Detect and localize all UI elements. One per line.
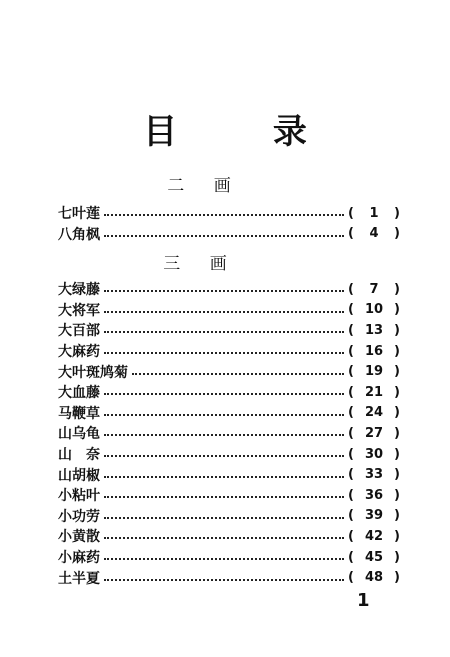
paren-close: ) — [394, 570, 400, 586]
toc-entry — [58, 423, 400, 444]
toc-entry — [58, 464, 400, 485]
toc-entry-page — [348, 282, 400, 297]
page-number-value: 19 — [364, 364, 384, 380]
paren-close: ) — [394, 322, 400, 338]
dot-leader — [104, 558, 344, 560]
toc-entry-name: 小麻药 — [58, 550, 100, 567]
page-number-value: 45 — [364, 549, 384, 565]
paren-close: ) — [394, 467, 400, 483]
toc-entry-page — [348, 302, 400, 317]
toc-entry-page — [348, 385, 400, 400]
toc-entry-name: 山胡椒 — [58, 467, 100, 484]
dot-leader — [104, 235, 344, 237]
toc-entry-name: 大绿藤 — [58, 282, 100, 299]
paren-close: ) — [394, 384, 400, 400]
paren-open: ( — [348, 364, 354, 380]
dot-leader — [104, 455, 344, 457]
paren-close: ) — [394, 405, 400, 421]
toc-entry-name: 大血藤 — [58, 385, 100, 402]
toc-entry-name: 大叶斑鸠菊 — [58, 364, 128, 381]
toc-entry — [58, 444, 400, 465]
dot-leader — [104, 434, 344, 436]
page-number-value: 4 — [369, 226, 379, 242]
toc-entry-page — [348, 550, 400, 565]
paren-open: ( — [348, 322, 354, 338]
toc-entry-name: 七叶莲 — [58, 206, 100, 223]
dot-leader — [104, 331, 344, 333]
toc-entry — [58, 300, 400, 321]
paren-open: ( — [348, 446, 354, 462]
paren-close: ) — [394, 425, 400, 441]
page-number-value: 36 — [364, 487, 384, 503]
toc-entry-page — [348, 226, 400, 241]
toc-entry — [58, 361, 400, 382]
toc-entry-name: 小粘叶 — [58, 488, 100, 505]
paren-close: ) — [394, 446, 400, 462]
toc-entry — [58, 341, 400, 362]
paren-open: ( — [348, 302, 354, 318]
toc-entry-page — [348, 529, 400, 544]
page-number-value: 27 — [364, 425, 384, 441]
dot-leader — [104, 311, 344, 313]
toc-entry-page — [348, 426, 400, 441]
toc-entry-page — [348, 364, 400, 379]
page-number-value: 30 — [364, 446, 384, 462]
paren-open: ( — [348, 384, 354, 400]
page-number-value: 1 — [369, 205, 379, 221]
paren-close: ) — [394, 343, 400, 359]
toc-entry-page — [348, 206, 400, 221]
paren-open: ( — [348, 405, 354, 421]
toc-entry-page — [348, 405, 400, 420]
page-title: 目 录 — [143, 112, 349, 152]
dot-leader — [104, 517, 344, 519]
toc-entry — [58, 567, 400, 588]
page-number-value: 21 — [364, 384, 384, 400]
page-number-value: 39 — [364, 508, 384, 524]
paren-close: ) — [394, 549, 400, 565]
paren-close: ) — [394, 487, 400, 503]
paren-open: ( — [348, 570, 354, 586]
toc-entry — [58, 526, 400, 547]
dot-leader — [132, 373, 344, 375]
paren-open: ( — [348, 281, 354, 297]
toc-entry-page — [348, 488, 400, 503]
dot-leader — [104, 214, 344, 216]
toc-entry-name: 小功劳 — [58, 508, 100, 525]
page-number-value: 7 — [369, 281, 379, 297]
section-heading-3-strokes: 三 画 — [163, 254, 239, 274]
paren-close: ) — [394, 364, 400, 380]
dot-leader — [104, 579, 344, 581]
toc-entry-name: 小黄散 — [58, 529, 100, 546]
toc-entry — [58, 320, 400, 341]
toc-entry — [58, 403, 400, 424]
page-number-value: 13 — [364, 322, 384, 338]
paren-open: ( — [348, 487, 354, 503]
toc-entry-name: 八角枫 — [58, 226, 100, 243]
toc-entry-page — [348, 570, 400, 585]
toc-entry-name: 大百部 — [58, 323, 100, 340]
paren-close: ) — [394, 205, 400, 221]
toc-entry — [58, 485, 400, 506]
paren-close: ) — [394, 508, 400, 524]
toc-entry-page — [348, 508, 400, 523]
toc-entry — [58, 203, 400, 224]
page-number-value: 10 — [364, 302, 384, 318]
page-number-value: 16 — [364, 343, 384, 359]
page-number: 1 — [357, 590, 370, 611]
paren-open: ( — [348, 205, 354, 221]
page-number-value: 24 — [364, 405, 384, 421]
paren-close: ) — [394, 302, 400, 318]
dot-leader — [104, 352, 344, 354]
toc-entry-name: 山乌龟 — [58, 426, 100, 443]
toc-entry-page — [348, 467, 400, 482]
paren-open: ( — [348, 343, 354, 359]
paren-open: ( — [348, 508, 354, 524]
toc-list-2-strokes — [58, 203, 400, 244]
dot-leader — [104, 393, 344, 395]
dot-leader — [104, 414, 344, 416]
dot-leader — [104, 496, 344, 498]
toc-entry-name: 马鞭草 — [58, 405, 100, 422]
dot-leader — [104, 537, 344, 539]
section-heading-2-strokes: 二 画 — [167, 176, 243, 196]
paren-close: ) — [394, 528, 400, 544]
toc-entry-page — [348, 447, 400, 462]
paren-open: ( — [348, 425, 354, 441]
paren-open: ( — [348, 467, 354, 483]
toc-list-3-strokes — [58, 279, 400, 588]
toc-entry-name: 大麻药 — [58, 344, 100, 361]
paren-open: ( — [348, 549, 354, 565]
paren-close: ) — [394, 281, 400, 297]
toc-entry — [58, 224, 400, 245]
dot-leader — [104, 476, 344, 478]
toc-entry-name: 山 奈 — [58, 447, 100, 464]
dot-leader — [104, 290, 344, 292]
paren-open: ( — [348, 226, 354, 242]
page-number-value: 33 — [364, 467, 384, 483]
paren-close: ) — [394, 226, 400, 242]
toc-entry-page — [348, 323, 400, 338]
toc-entry-name: 大将军 — [58, 302, 100, 319]
paren-open: ( — [348, 528, 354, 544]
page-number-value: 42 — [364, 528, 384, 544]
toc-entry — [58, 547, 400, 568]
toc-entry-page — [348, 344, 400, 359]
toc-entry — [58, 382, 400, 403]
toc-entry-name: 土半夏 — [58, 570, 100, 587]
page-number-value: 48 — [364, 570, 384, 586]
toc-entry — [58, 506, 400, 527]
toc-entry — [58, 279, 400, 300]
